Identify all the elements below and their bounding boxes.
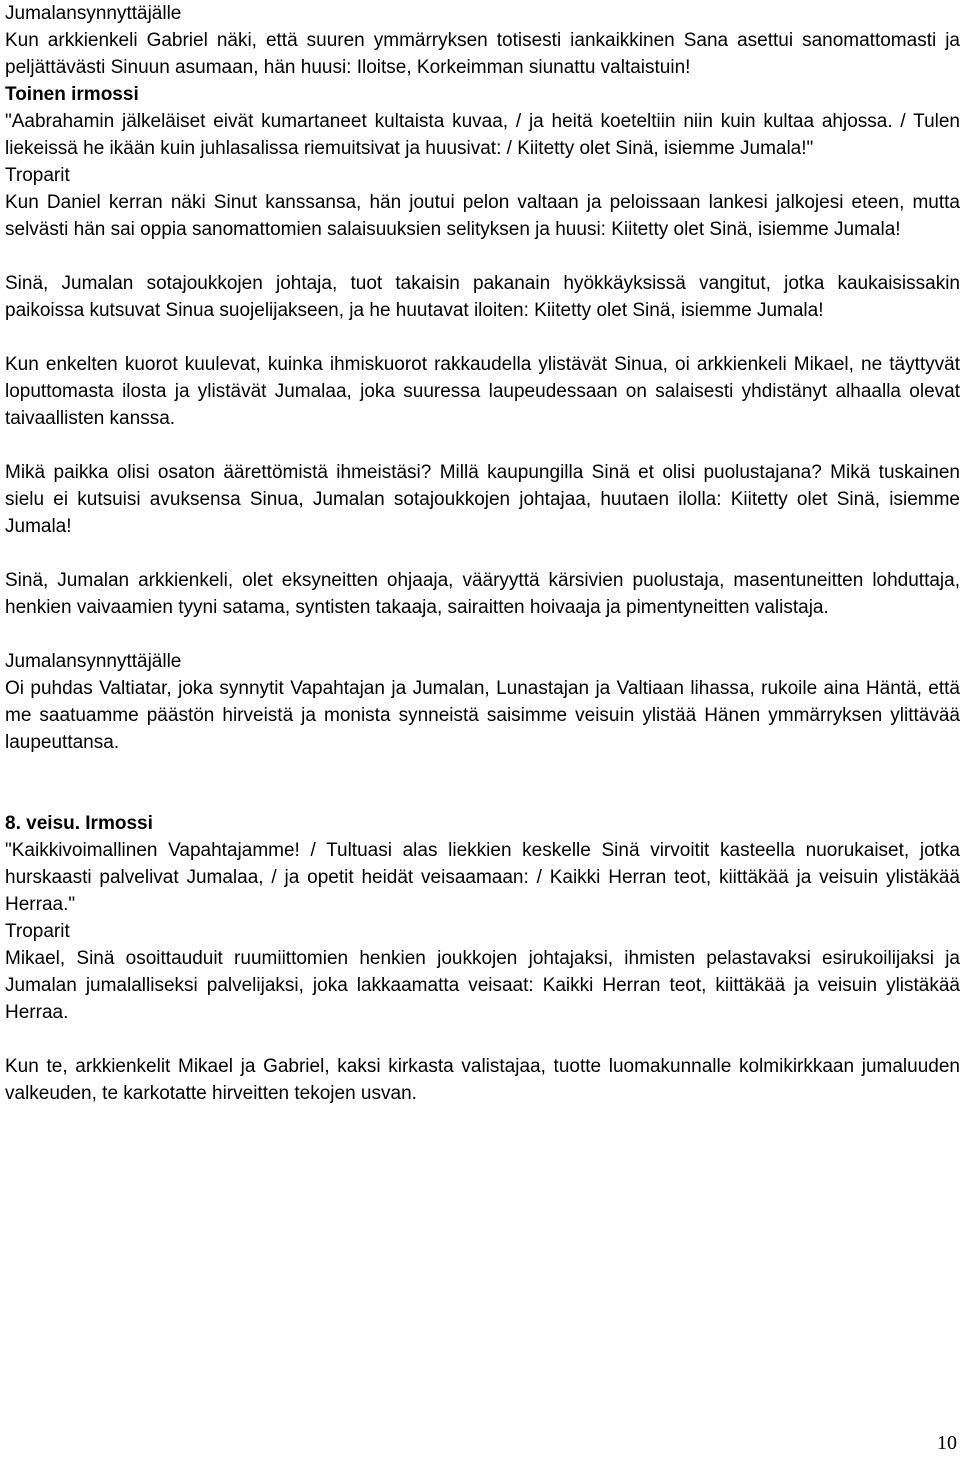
spacer [5, 432, 960, 459]
paragraph: "Kaikkivoimallinen Vapahtajamme! / Tultuasi alas liekkien keskelle Sinä virvoitit kasteella nuorukaiset, jotka hurskaasti palvelivat Jumalaa, / ja opetit heidät veisaamaan: / Kaikki Herran teot, kiittäkää ja veisuin ylistäkää Herraa." [5, 840, 960, 915]
spacer [5, 540, 960, 567]
paragraph: Sinä, Jumalan sotajoukkojen johtaja, tuot takaisin pakanain hyökkäyksissä vangitut, jotka kaukaisissakin paikoissa kutsuvat Sinua suojelijakseen, ja he huutavat iloiten: Kiitetty olet Sinä, isiemme Jumala! [5, 273, 960, 321]
section-label: Jumalansynnyttäjälle [5, 3, 182, 24]
paragraph: Oi puhdas Valtiatar, joka synnytit Vapahtajan ja Jumalan, Lunastajan ja Valtiaan lihassa, rukoile aina Häntä, että me saatuamme päästön hirveistä ja monista synneistä saisimme veisuin ylistää Hänen ymmärryksen ylittävää laupeuttansa. [5, 678, 960, 753]
spacer [5, 756, 960, 810]
spacer [5, 324, 960, 351]
paragraph: Kun enkelten kuorot kuulevat, kuinka ihmiskuorot rakkaudella ylistävät Sinua, oi arkkienkeli Mikael, ne täyttyvät loputtomasta ilosta ja ylistävät Jumalaa, joka suuressa laupeudessaan on salaisesti yhdistänyt alhaalla olevat taivaallisten kanssa. [5, 354, 960, 429]
spacer [5, 243, 960, 270]
section-heading: Toinen irmossi [5, 84, 139, 105]
paragraph: Mikä paikka olisi osaton äärettömistä ihmeistäsi? Millä kaupungilla Sinä et olisi puolustajana? Mikä tuskainen sielu ei kutsuisi avuksensa Sinua, Jumalan sotajoukkojen johtajaa, huutaen ilolla: Kiitetty olet Sinä, isiemme Jumala! [5, 462, 960, 537]
paragraph: Kun arkkienkeli Gabriel näki, että suuren ymmärryksen totisesti iankaikkinen Sana asettui sanomattomasti ja peljättävästi Sinuun asumaan, hän huusi: Iloitse, Korkeimman siunattu valtaistuin! [5, 30, 960, 78]
spacer [5, 621, 960, 648]
paragraph: Kun te, arkkienkelit Mikael ja Gabriel, kaksi kirkasta valistajaa, tuotte luomakunnalle kolmikirkkaan jumaluuden valkeuden, te karkotatte hirveitten tekojen usvan. [5, 1056, 960, 1104]
paragraph: "Aabrahamin jälkeläiset eivät kumartaneet kultaista kuvaa, / ja heitä koeteltiin niin kuin kultaa ahjossa. / Tulen liekeissä he ikään kuin juhlasalissa riemuitsivat ja huusivat: / Kiitetty olet Sinä, isiemme Jumala!" [5, 111, 960, 159]
paragraph: Sinä, Jumalan arkkienkeli, olet eksyneitten ohjaaja, vääryyttä kärsivien puolustaja, masentuneitten lohduttaja, henkien vaivaamien tyyni satama, syntisten takaaja, sairaitten hoivaaja ja pimentyneitten valistaja. [5, 570, 960, 618]
section-label: Jumalansynnyttäjälle [5, 651, 182, 672]
section-label: Troparit [5, 921, 70, 942]
document-page [5, 0, 960, 1107]
section-heading: 8. veisu. Irmossi [5, 813, 153, 834]
paragraph: Kun Daniel kerran näki Sinut kanssansa, hän joutui pelon valtaan ja peloissaan lankesi jalkojesi eteen, mutta selvästi hän sai oppia sanomattomien salaisuuksien selityksen ja huusi: Kiitetty olet Sinä, isiemme Jumala! [5, 192, 960, 240]
page-number: 10 [937, 1432, 957, 1454]
section-label: Troparit [5, 165, 70, 186]
spacer [5, 1026, 960, 1053]
paragraph: Mikael, Sinä osoittauduit ruumiittomien henkien joukkojen johtajaksi, ihmisten pelastavaksi esirukoilijaksi ja Jumalan jumalalliseksi palvelijaksi, joka lakkaamatta veisaat: Kaikki Herran teot, kiittäkää ja veisuin ylistäkää Herraa. [5, 948, 960, 1023]
